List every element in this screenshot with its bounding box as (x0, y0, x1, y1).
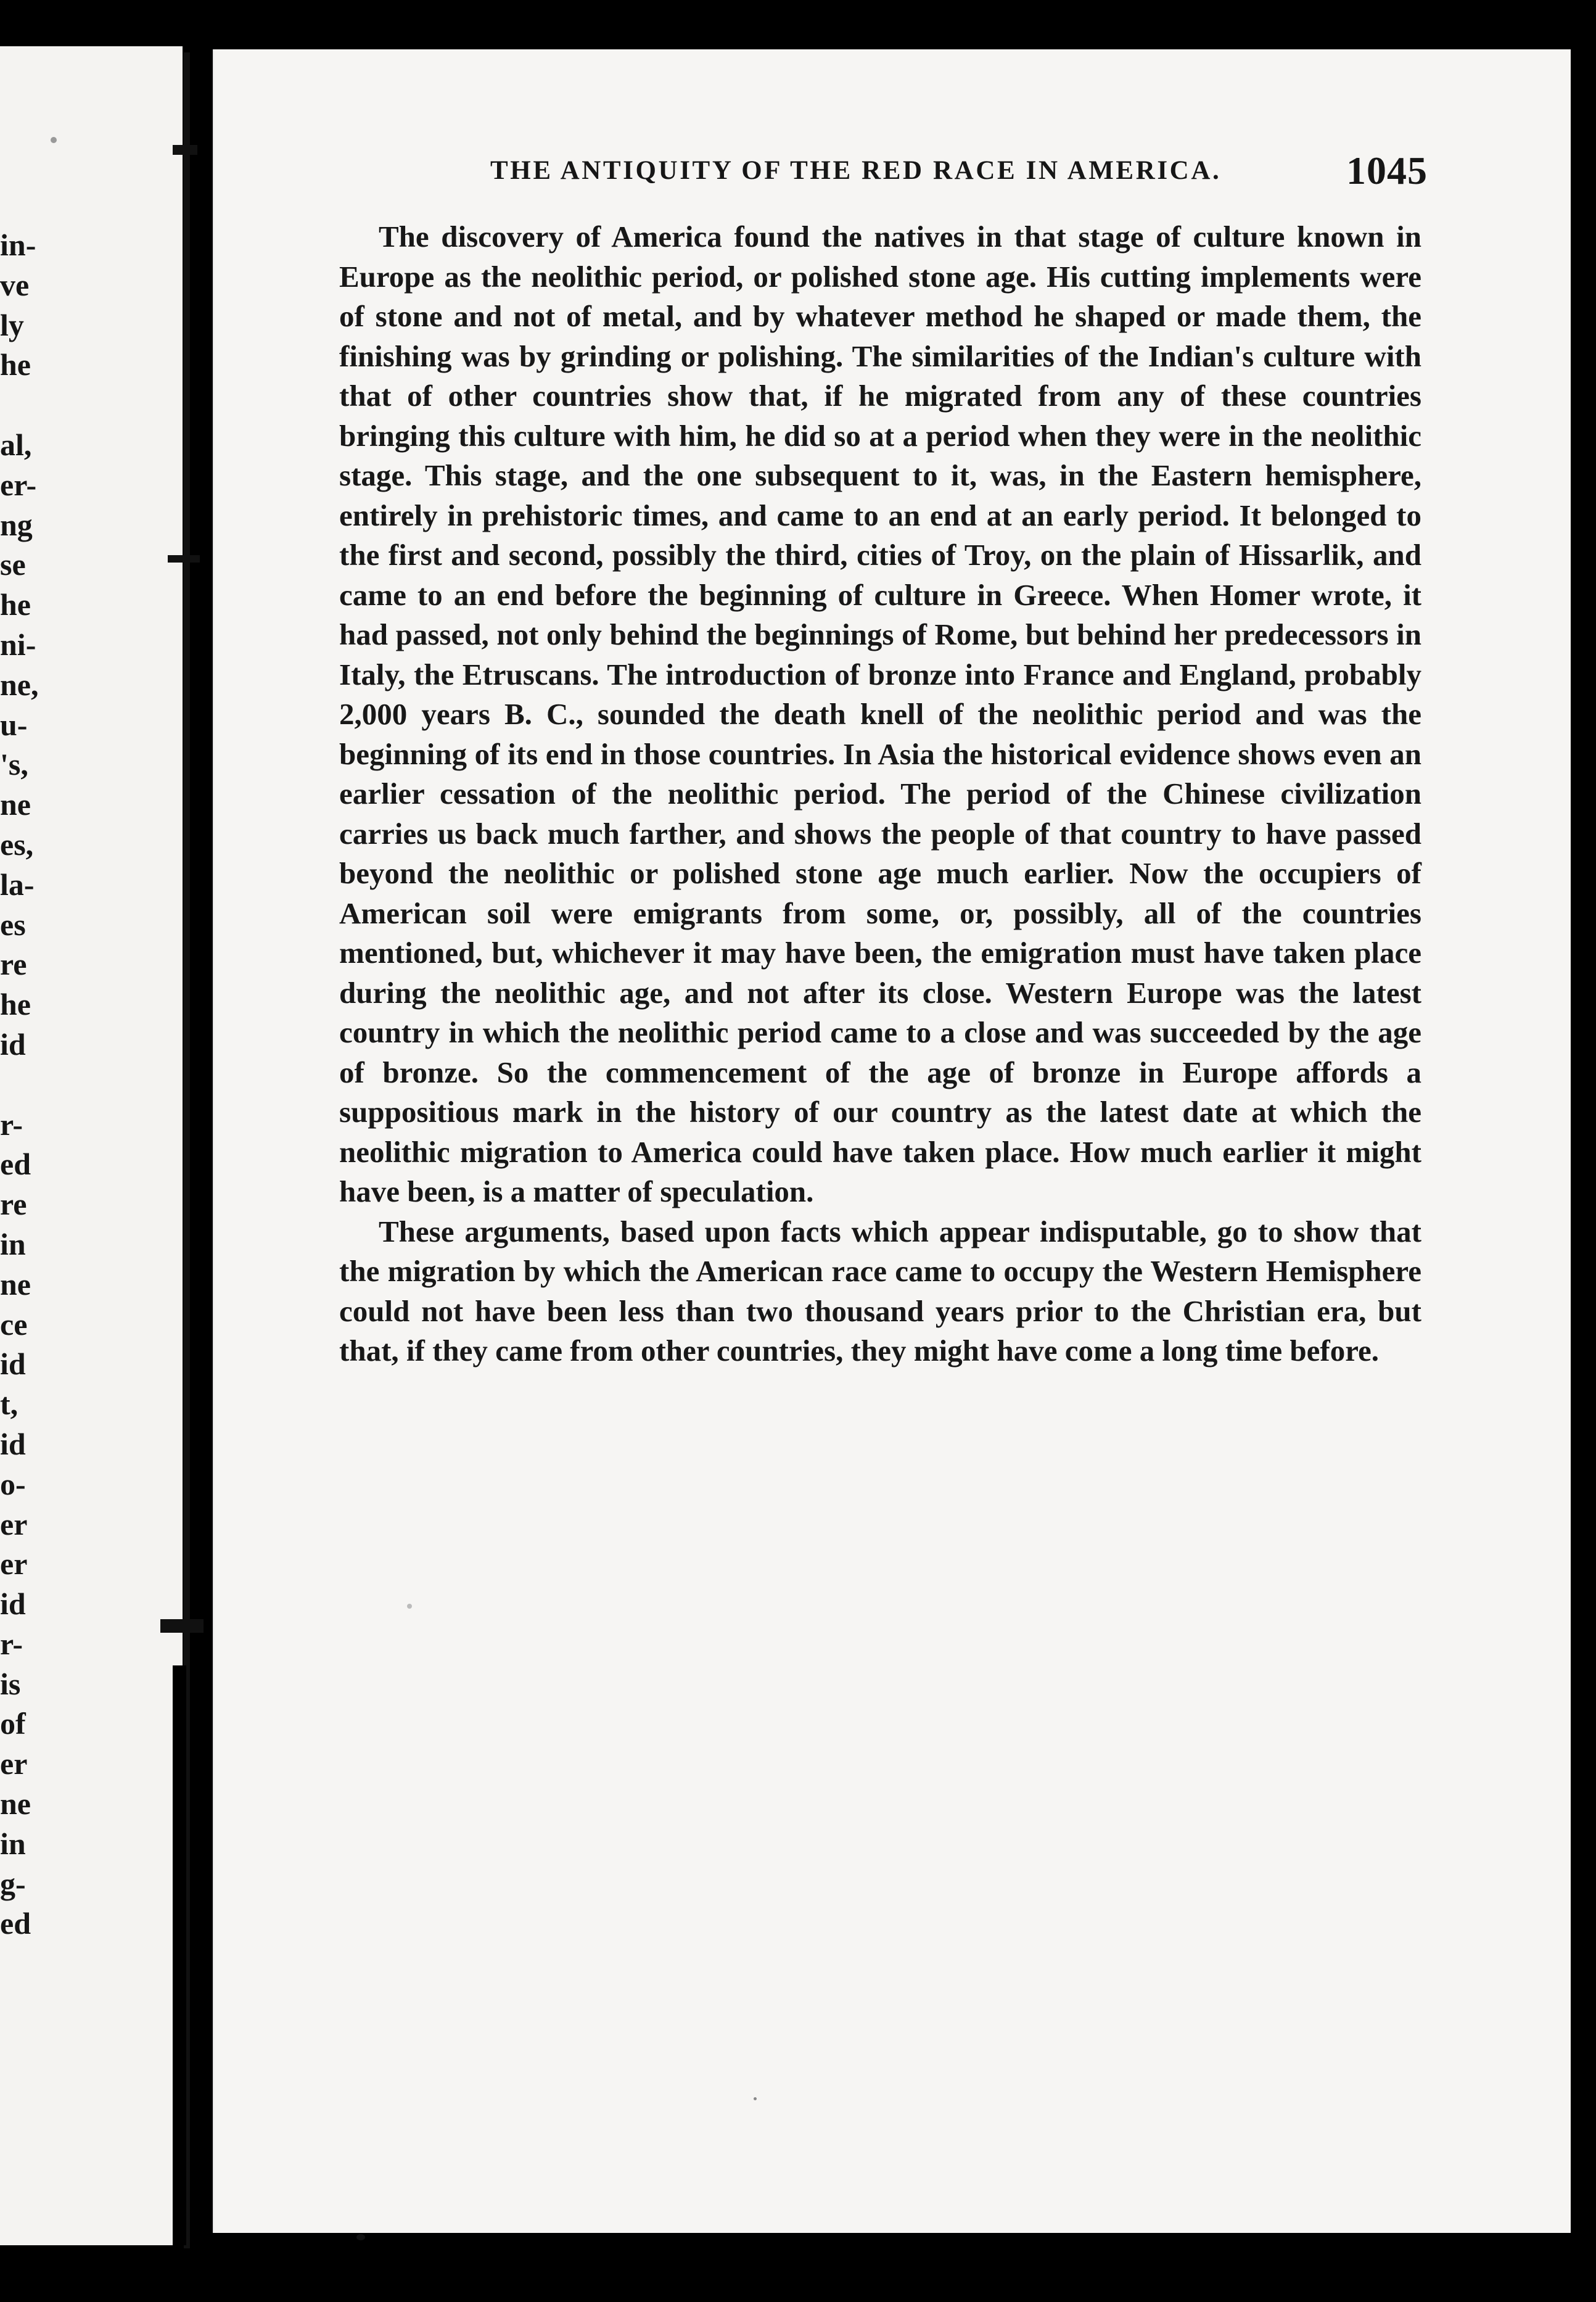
left-line-fragment: ne (0, 1786, 31, 1821)
paper-speck (754, 2097, 757, 2100)
left-line-fragment: r- (0, 1626, 23, 1661)
left-line-fragment: ng (0, 507, 33, 542)
left-line-fragment: in (0, 1226, 26, 1261)
left-line-fragment: re (0, 947, 27, 982)
left-line-fragment: o- (0, 1466, 26, 1501)
left-line-fragment: es, (0, 827, 34, 862)
left-line-fragment: ce (0, 1306, 28, 1342)
left-line-fragment: er (0, 1746, 28, 1781)
left-line-fragment: ed (0, 1906, 31, 1941)
left-line-fragment: id (0, 1586, 26, 1622)
spine-mark (160, 1619, 204, 1633)
left-line-fragment: la- (0, 867, 35, 902)
left-line-fragment: in (0, 1826, 26, 1861)
left-page-fragment (0, 46, 183, 2245)
paper-speck (356, 2234, 365, 2240)
paper-speck (407, 1604, 412, 1609)
left-line-fragment: er (0, 1546, 28, 1582)
left-line-fragment: t, (0, 1387, 19, 1422)
left-line-fragment: id (0, 1426, 26, 1461)
left-line-fragment: ly (0, 307, 24, 342)
spine-mark (173, 145, 197, 155)
paragraph: These arguments, based upon facts which appear indisputable, go to show that the migration by which the American race came to occupy the Western Hemisphere could not have been less than two thousand years prior to the Christian era, but that, if they came from other countries, they might have come a long time before. (339, 1214, 1421, 1368)
article-body (339, 217, 1421, 1371)
left-line-fragment: ed (0, 1147, 31, 1182)
left-line-fragment: al, (0, 427, 32, 462)
left-line-fragment: g- (0, 1866, 26, 1901)
left-line-fragment: he (0, 347, 31, 382)
left-line-fragment: ne (0, 1266, 31, 1302)
left-line-fragment: in- (0, 228, 36, 262)
running-title: THE ANTIQUITY OF THE RED RACE IN AMERICA. (490, 156, 1222, 185)
running-header (278, 148, 1428, 197)
scan-border-right (1571, 46, 1596, 2255)
left-line-fragment: is (0, 1666, 21, 1701)
left-line-fragment: er- (0, 467, 37, 502)
book-spine-gutter (173, 1665, 186, 2245)
paper-speck (51, 137, 57, 143)
paragraph: The discovery of America found the natives in that stage of culture known in Europe as the neolithic period, or polished stone age. His cutting implements were of stone and not of metal, and by whatever method he shaped or made them, the finishing was by grinding or polishing. The similarities of the Indian's culture with that of other countries show that, if he migrated from any of these countries bringing this culture with him, he did so at a period when they were in the neolithic stage. This stage, and the one subsequent to it, was, in the Eastern hemisphere, entirely in prehistoric times, and came to an end at an early period. It belonged to the first and second, possibly the third, cities of Troy, on the plain of Hissarlik, and came to an end before the beginning of culture in Greece. When Homer wrote, it had passed, not only behind the beginnings of Rome, but behind her predecessors in Italy, the Etruscans. The introduction of bronze into France and England, probably 2,000 years B. C., sounded the death knell of the neolithic period and was the beginning of its end in those countries. In Asia the historical evidence shows even an earlier cessation of the neolithic period. The period of the Chinese civilization carries us back much farther, and shows the people of that country to have passed beyond the neolithic or polished stone age much earlier. Now the occupiers of American soil were emigrants from some, or, possibly, all of the countries mentioned, but, whichever it may have been, the emigration must have taken place during the neolithic age, and not after its close. Western Europe was the latest country in which the neolithic period came to a close and was succeeded by the age of bronze. So the commencement of the age of bronze in Europe affords a suppositious mark in the history of our country as the latest date at which the neolithic migration to America could have taken place. How much earlier it might have been, is a matter of speculation. (339, 220, 1421, 1208)
left-line-fragment: he (0, 987, 31, 1022)
left-line-fragment (0, 1065, 39, 1105)
page-number: 1045 (1346, 149, 1428, 192)
left-line-fragment: ne (0, 787, 31, 822)
left-line-fragment: es (0, 907, 26, 942)
left-line-fragment: re (0, 1187, 27, 1222)
left-line-fragment: id (0, 1347, 26, 1382)
left-line-fragment: ve (0, 267, 30, 302)
left-line-fragment: er (0, 1506, 28, 1541)
left-line-fragment: ne, (0, 667, 39, 702)
spine-mark (168, 555, 200, 563)
left-line-fragment: u- (0, 707, 28, 742)
left-line-fragment: he (0, 587, 31, 622)
left-line-fragment: r- (0, 1107, 23, 1142)
left-line-fragment: ni- (0, 627, 36, 662)
left-line-fragment (0, 385, 39, 425)
left-page-line-endings (0, 225, 39, 1944)
left-line-fragment: 's, (0, 747, 28, 782)
left-line-fragment: se (0, 547, 26, 582)
left-line-fragment: of (0, 1706, 26, 1741)
left-line-fragment: id (0, 1026, 26, 1062)
